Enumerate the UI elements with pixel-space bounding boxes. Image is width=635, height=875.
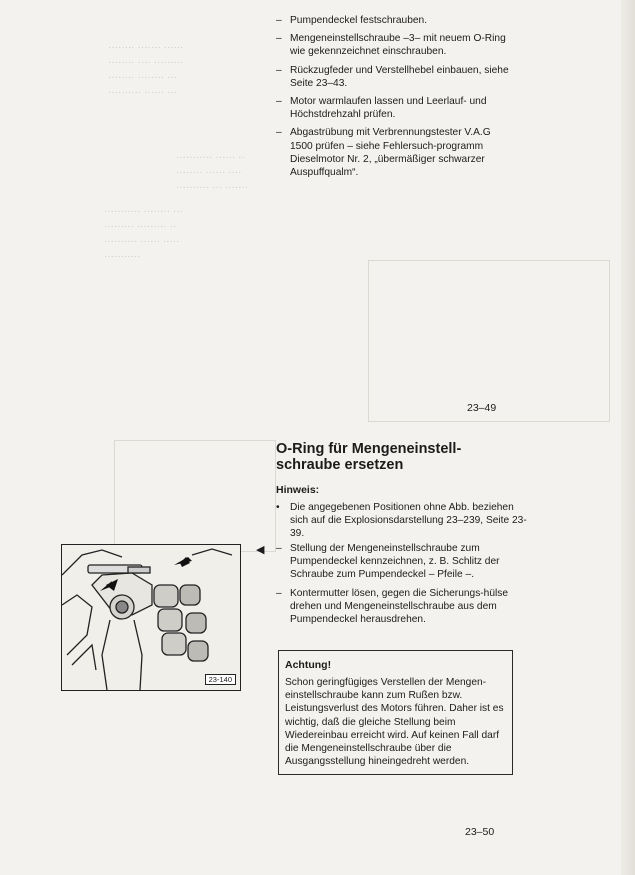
pump-drawing xyxy=(62,545,240,690)
page-edge xyxy=(621,0,635,875)
list-item: – Abgastrübung mit Verbrennungstester V.A.G 1500 prüfen – siehe Fehlersuch-programm Dieselmotor Nr. 2, „übermäßiger schwarzer Auspuffqualm“. xyxy=(276,127,491,179)
warning-box xyxy=(278,650,513,775)
ghost-figure-2 xyxy=(114,440,276,552)
page-reference-upper: 23–49 xyxy=(467,402,497,414)
figure-pointer-icon: ◀ xyxy=(256,544,265,556)
list-item: – Pumpendeckel festschrauben. xyxy=(276,15,428,26)
note-label: Hinweis: xyxy=(276,484,320,496)
ghost-text-1: ········ ······· ······ ········ ···· ········· ········ ········ ··· ·········· ······ ··· xyxy=(108,42,184,98)
list-item: – Rückzugfeder und Verstellhebel einbauen, siehe Seite 23–43. xyxy=(276,64,509,89)
warning-text: Schon geringfügiges Verstellen der Mengen-einstellschraube kann zum Rußen bzw. Leistungsverlust des Motors führen. Daher ist es wichtig, daß die gleiche Stellung beim Wiedereinbau erreicht wird. Auf keinen Fall darf die Mengeneinstellschraube über die Ausgangsstellung hineingedreht werden. xyxy=(285,677,504,768)
ghost-text-3: ··········· ········ ··· ········· ········· ·· ·········· ······ ····· ··········· xyxy=(104,206,183,262)
list-item: – Mengeneinstellschraube –3– mit neuem O-Ring wie gekennzeichnet einschrauben. xyxy=(276,33,506,58)
list-item: – Motor warmlaufen lassen und Leerlauf- und Höchstdrehzahl prüfen. xyxy=(276,96,487,121)
figure-number: 23-140 xyxy=(205,674,236,685)
note-bullet: • Die angegebenen Positionen ohne Abb. beziehen sich auf die Explosionsdarstellung 23–239, Seite 23-39. xyxy=(276,502,527,540)
page-number: 23–50 xyxy=(465,826,495,838)
warning-title: Achtung! xyxy=(285,659,332,671)
ghost-text-2: ··········· ······ ·· ········ ······ ···· ·········· ··· ······· xyxy=(176,152,249,193)
pump-illustration xyxy=(61,544,241,691)
instruction-list-bottom xyxy=(276,542,516,631)
list-item: – Stellung der Mengeneinstellschraube zum Pumpendeckel kennzeichnen, z. B. Schlitz der Schraube zum Pumpendeckel – Pfeile –. xyxy=(276,543,500,581)
list-item: – Kontermutter lösen, gegen die Sicherungs-hülse drehen und Mengeneinstellschraube aus dem Pumpendeckel herausdrehen. xyxy=(276,587,509,626)
ghost-figure xyxy=(368,260,610,422)
section-heading: O-Ring für Mengeneinstell-schraube ersetzen xyxy=(276,441,462,473)
instruction-list-top xyxy=(276,14,516,184)
